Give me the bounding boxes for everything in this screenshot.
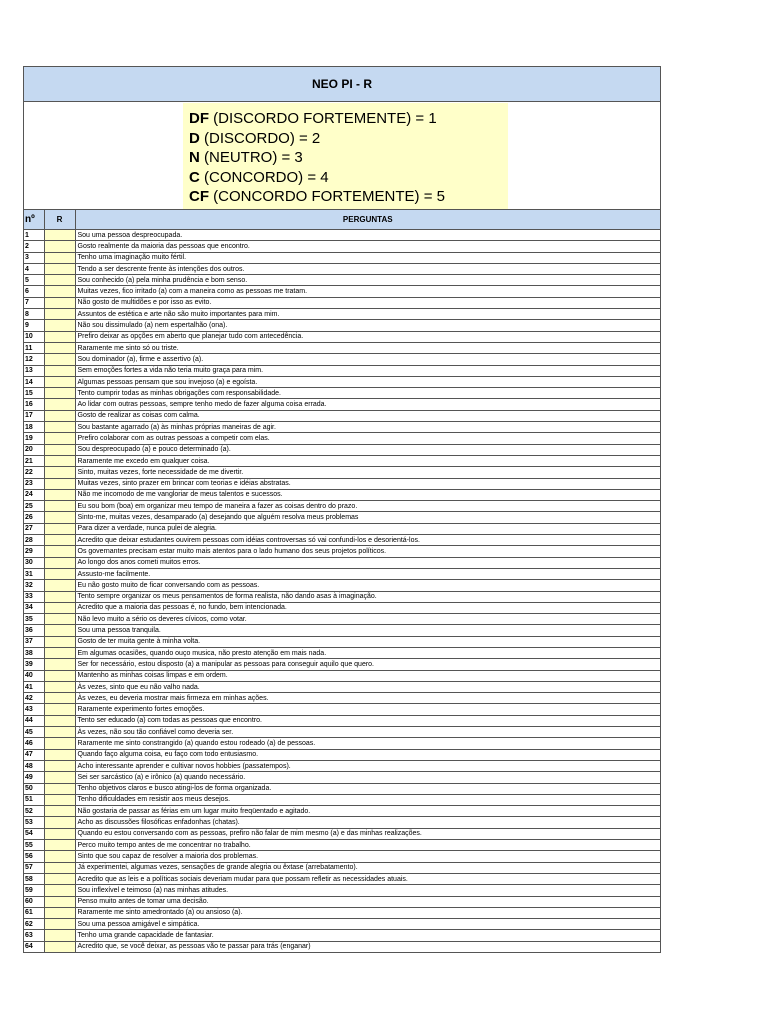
question-number: 53 <box>24 817 44 828</box>
question-text: Gosto de ter muita gente à minha volta. <box>75 636 660 647</box>
answer-cell[interactable] <box>44 828 75 839</box>
table-row <box>24 286 660 297</box>
question-number: 21 <box>24 455 44 466</box>
table-row <box>24 614 660 625</box>
table-row <box>24 636 660 647</box>
question-number: 38 <box>24 647 44 658</box>
answer-cell[interactable] <box>44 410 75 421</box>
legend-abbreviation: D <box>189 129 200 147</box>
question-text: Os governantes precisam estar muito mais atentos para o lado humano dos seus projetos políticos. <box>75 546 660 557</box>
answer-cell[interactable] <box>44 636 75 647</box>
question-number: 60 <box>24 896 44 907</box>
table-row <box>24 512 660 523</box>
table-row <box>24 523 660 534</box>
question-text: Gosto realmente da maioria das pessoas que encontro. <box>75 241 660 252</box>
question-text: Sou inflexível e teimoso (a) nas minhas atitudes. <box>75 885 660 896</box>
table-row <box>24 297 660 308</box>
table-row <box>24 670 660 681</box>
table-row <box>24 896 660 907</box>
question-text: Sem emoções fortes a vida não teria muito graça para mim. <box>75 365 660 376</box>
answer-cell[interactable] <box>44 862 75 873</box>
question-text: Raramente me sinto só ou triste. <box>75 342 660 353</box>
answer-cell[interactable] <box>44 625 75 636</box>
question-text: Sou conhecido (a) pela minha prudência e bom senso. <box>75 275 660 286</box>
question-text: Tendo a ser descrente frente às intenções dos outros. <box>75 263 660 274</box>
question-text: Perco muito tempo antes de me concentrar no trabalho. <box>75 840 660 851</box>
answer-cell[interactable] <box>44 252 75 263</box>
table-row <box>24 399 660 410</box>
question-text: Acho as discussões filosóficas enfadonhas (chatas). <box>75 817 660 828</box>
question-number: 62 <box>24 919 44 930</box>
question-text: Sinto que sou capaz de resolver a maioria dos problemas. <box>75 851 660 862</box>
question-number: 9 <box>24 320 44 331</box>
question-text: Sou uma pessoa despreocupada. <box>75 230 660 241</box>
question-number: 44 <box>24 715 44 726</box>
answer-cell[interactable] <box>44 896 75 907</box>
table-row <box>24 749 660 760</box>
question-text: Quando eu estou conversando com as pessoas, prefiro não falar de mim mesmo (a) e das minhas realizações. <box>75 828 660 839</box>
question-text: Tenho dificuldades em resistir aos meus desejos. <box>75 794 660 805</box>
question-number: 55 <box>24 840 44 851</box>
answer-cell[interactable] <box>44 501 75 512</box>
questions-column-header: PERGUNTAS <box>75 210 660 230</box>
question-number: 59 <box>24 885 44 896</box>
question-number: 49 <box>24 772 44 783</box>
question-number: 56 <box>24 851 44 862</box>
table-row <box>24 433 660 444</box>
table-row <box>24 715 660 726</box>
answer-cell[interactable] <box>44 659 75 670</box>
table-row <box>24 602 660 613</box>
answer-cell[interactable] <box>44 794 75 805</box>
question-text: Em algumas ocasiões, quando ouço musica, não presto atenção em mais nada. <box>75 647 660 658</box>
question-text: Tento ser educado (a) com todas as pessoas que encontro. <box>75 715 660 726</box>
question-number: 8 <box>24 309 44 320</box>
question-text: Acho interessante aprender e cultivar novos hobbies (passatempos). <box>75 760 660 771</box>
question-number: 22 <box>24 467 44 478</box>
table-row <box>24 919 660 930</box>
table-row <box>24 501 660 512</box>
question-text: Raramente me excedo em qualquer coisa. <box>75 455 660 466</box>
question-number: 25 <box>24 501 44 512</box>
question-number: 4 <box>24 263 44 274</box>
table-row <box>24 738 660 749</box>
question-text: Acredito que as leis e a políticas sociais deveriam mudar para que possam refletir as necessidades atuais. <box>75 873 660 884</box>
legend-description: (DISCORDO) = 2 <box>199 129 321 147</box>
question-text: Raramente me sinto constrangido (a) quando estou rodeado (a) de pessoas. <box>75 738 660 749</box>
question-text: Para dizer a verdade, nunca pulei de alegria. <box>75 523 660 534</box>
question-text: Sou uma pessoa tranquila. <box>75 625 660 636</box>
answer-scale-legend <box>183 103 508 209</box>
answer-cell[interactable] <box>44 388 75 399</box>
answer-cell[interactable] <box>44 331 75 342</box>
question-number: 54 <box>24 828 44 839</box>
question-number: 40 <box>24 670 44 681</box>
question-number: 10 <box>24 331 44 342</box>
question-number: 37 <box>24 636 44 647</box>
question-number: 48 <box>24 760 44 771</box>
answer-cell[interactable] <box>44 309 75 320</box>
legend-line <box>189 148 508 168</box>
answer-cell[interactable] <box>44 647 75 658</box>
question-number: 1 <box>24 230 44 241</box>
legend-line <box>189 129 508 149</box>
legend-area <box>24 102 660 210</box>
legend-description: (DISCORDO FORTEMENTE) = 1 <box>209 110 437 127</box>
answer-cell[interactable] <box>44 749 75 760</box>
question-number: 61 <box>24 907 44 918</box>
question-text: Acredito que deixar estudantes ouvirem pessoas com idéias controversas só vai confundi-los e desorientá-los. <box>75 535 660 546</box>
question-number: 50 <box>24 783 44 794</box>
question-text: Sinto-me, muitas vezes, desamparado (a) desejando que alguém resolva meus problemas <box>75 512 660 523</box>
question-text: Já experimentei, algumas vezes, sensações de grande alegria ou êxtase (arrebatamento). <box>75 862 660 873</box>
question-number: 41 <box>24 681 44 692</box>
legend-description: (NEUTRO) = 3 <box>199 149 303 166</box>
question-number: 43 <box>24 704 44 715</box>
question-text: Tento cumprir todas as minhas obrigações com responsabilidade. <box>75 388 660 399</box>
answer-cell[interactable] <box>44 230 75 241</box>
question-text: Ao longo dos anos cometi muitos erros. <box>75 557 660 568</box>
table-row <box>24 783 660 794</box>
answer-cell[interactable] <box>44 930 75 941</box>
table-row <box>24 772 660 783</box>
answer-cell[interactable] <box>44 580 75 591</box>
question-text: Eu não gosto muito de ficar conversando com as pessoas. <box>75 580 660 591</box>
answer-cell[interactable] <box>44 320 75 331</box>
answer-cell[interactable] <box>44 342 75 353</box>
question-number: 52 <box>24 806 44 817</box>
legend-description: (CONCORDO) = 4 <box>199 168 329 186</box>
table-row <box>24 230 660 241</box>
table-row <box>24 930 660 941</box>
question-text: Sinto, muitas vezes, forte necessidade de me divertir. <box>75 467 660 478</box>
answer-cell[interactable] <box>44 941 75 952</box>
table-row <box>24 535 660 546</box>
answer-cell[interactable] <box>44 760 75 771</box>
table-row <box>24 580 660 591</box>
question-number: 51 <box>24 794 44 805</box>
table-row <box>24 727 660 738</box>
legend-description: (CONCORDO FORTEMENTE) = 5 <box>209 188 445 205</box>
question-number: 31 <box>24 568 44 579</box>
table-row <box>24 647 660 658</box>
question-text: Sou uma pessoa amigável e simpática. <box>75 919 660 930</box>
question-text: Tenho uma imaginação muito fértil. <box>75 252 660 263</box>
question-number: 63 <box>24 930 44 941</box>
question-text: Assusto-me facilmente. <box>75 568 660 579</box>
questions-table <box>24 210 660 952</box>
question-text: Sou dominador (a), firme e assertivo (a). <box>75 354 660 365</box>
question-text: Eu sou bom (boa) em organizar meu tempo de maneira a fazer as coisas dentro do prazo. <box>75 501 660 512</box>
answer-cell[interactable] <box>44 354 75 365</box>
answer-cell[interactable] <box>44 422 75 433</box>
question-number: 19 <box>24 433 44 444</box>
table-row <box>24 331 660 342</box>
question-number: 2 <box>24 241 44 252</box>
answer-cell[interactable] <box>44 489 75 500</box>
question-number: 15 <box>24 388 44 399</box>
question-number: 30 <box>24 557 44 568</box>
table-row <box>24 907 660 918</box>
question-number: 23 <box>24 478 44 489</box>
table-row <box>24 365 660 376</box>
question-number: 17 <box>24 410 44 421</box>
answer-cell[interactable] <box>44 727 75 738</box>
table-row <box>24 885 660 896</box>
table-row <box>24 467 660 478</box>
question-text: Prefiro colaborar com as outras pessoas a competir com elas. <box>75 433 660 444</box>
table-row <box>24 252 660 263</box>
table-row <box>24 806 660 817</box>
question-number: 3 <box>24 252 44 263</box>
question-number: 28 <box>24 535 44 546</box>
question-number: 58 <box>24 873 44 884</box>
answer-cell[interactable] <box>44 919 75 930</box>
answer-cell[interactable] <box>44 376 75 387</box>
answer-cell[interactable] <box>44 444 75 455</box>
table-row <box>24 817 660 828</box>
table-row <box>24 941 660 952</box>
table-row <box>24 478 660 489</box>
answer-cell[interactable] <box>44 681 75 692</box>
table-row <box>24 851 660 862</box>
question-number: 27 <box>24 523 44 534</box>
question-text: Tenho uma grande capacidade de fantasiar. <box>75 930 660 941</box>
table-row <box>24 354 660 365</box>
answer-cell[interactable] <box>44 523 75 534</box>
answer-cell[interactable] <box>44 614 75 625</box>
table-row <box>24 376 660 387</box>
answer-cell[interactable] <box>44 557 75 568</box>
question-text: Às vezes, não sou tão confiável como deveria ser. <box>75 727 660 738</box>
answer-cell[interactable] <box>44 840 75 851</box>
table-row <box>24 840 660 851</box>
question-number: 47 <box>24 749 44 760</box>
table-row <box>24 275 660 286</box>
question-number: 20 <box>24 444 44 455</box>
answer-cell[interactable] <box>44 704 75 715</box>
question-number: 33 <box>24 591 44 602</box>
question-text: Prefiro deixar as opções em aberto que planejar tudo com antecedência. <box>75 331 660 342</box>
question-number: 32 <box>24 580 44 591</box>
legend-abbreviation: CF <box>189 188 209 205</box>
table-row <box>24 422 660 433</box>
answer-cell[interactable] <box>44 907 75 918</box>
answer-cell[interactable] <box>44 286 75 297</box>
answer-cell[interactable] <box>44 535 75 546</box>
question-number: 45 <box>24 727 44 738</box>
answer-column-header: R <box>44 210 75 230</box>
question-number: 16 <box>24 399 44 410</box>
answer-cell[interactable] <box>44 546 75 557</box>
question-number: 64 <box>24 941 44 952</box>
questionnaire-sheet <box>23 66 661 953</box>
answer-cell[interactable] <box>44 478 75 489</box>
table-row <box>24 455 660 466</box>
question-number: 18 <box>24 422 44 433</box>
table-row <box>24 591 660 602</box>
question-text: Mantenho as minhas coisas limpas e em ordem. <box>75 670 660 681</box>
question-number: 29 <box>24 546 44 557</box>
table-row <box>24 388 660 399</box>
question-number: 5 <box>24 275 44 286</box>
table-row <box>24 862 660 873</box>
answer-cell[interactable] <box>44 241 75 252</box>
question-text: Tenho objetivos claros e busco atingi-los de forma organizada. <box>75 783 660 794</box>
table-header-row <box>24 210 660 230</box>
question-text: Às vezes, sinto que eu não valho nada. <box>75 681 660 692</box>
answer-cell[interactable] <box>44 512 75 523</box>
question-text: Não gosto de multidões e por isso as evito. <box>75 297 660 308</box>
question-number: 12 <box>24 354 44 365</box>
answer-cell[interactable] <box>44 885 75 896</box>
answer-cell[interactable] <box>44 783 75 794</box>
answer-cell[interactable] <box>44 433 75 444</box>
answer-cell[interactable] <box>44 772 75 783</box>
answer-cell[interactable] <box>44 455 75 466</box>
question-number: 36 <box>24 625 44 636</box>
question-text: Sou despreocupado (a) e pouco determinado (a). <box>75 444 660 455</box>
table-row <box>24 241 660 252</box>
table-row <box>24 444 660 455</box>
question-text: Muitas vezes, sinto prazer em brincar com teorias e idéias abstratas. <box>75 478 660 489</box>
question-text: Muitas vezes, fico irritado (a) com a maneira como as pessoas me tratam. <box>75 286 660 297</box>
question-text: Raramente experimento fortes emoções. <box>75 704 660 715</box>
question-text: Sou bastante agarrado (a) às minhas próprias maneiras de agir. <box>75 422 660 433</box>
question-number: 14 <box>24 376 44 387</box>
question-number: 35 <box>24 614 44 625</box>
question-text: Acredito que a maioria das pessoas é, no fundo, bem intencionada. <box>75 602 660 613</box>
question-text: Penso muito antes de tomar uma decisão. <box>75 896 660 907</box>
table-row <box>24 489 660 500</box>
legend-line <box>189 187 508 207</box>
question-number: 34 <box>24 602 44 613</box>
answer-cell[interactable] <box>44 263 75 274</box>
answer-cell[interactable] <box>44 297 75 308</box>
question-text: Raramente me sinto amedrontado (a) ou ansioso (a). <box>75 907 660 918</box>
question-number: 11 <box>24 342 44 353</box>
legend-line <box>189 168 508 188</box>
question-text: Quando faço alguma coisa, eu faço com todo entusiasmo. <box>75 749 660 760</box>
answer-cell[interactable] <box>44 365 75 376</box>
question-text: Acredito que, se você deixar, as pessoas vão te passar para trás (enganar) <box>75 941 660 952</box>
question-number: 13 <box>24 365 44 376</box>
question-number: 6 <box>24 286 44 297</box>
answer-cell[interactable] <box>44 715 75 726</box>
table-row <box>24 410 660 421</box>
answer-cell[interactable] <box>44 275 75 286</box>
table-row <box>24 704 660 715</box>
table-row <box>24 568 660 579</box>
question-text: Tento sempre organizar os meus pensamentos de forma realista, não dando asas à imaginação. <box>75 591 660 602</box>
table-row <box>24 681 660 692</box>
table-row <box>24 309 660 320</box>
answer-cell[interactable] <box>44 873 75 884</box>
question-number: 39 <box>24 659 44 670</box>
number-column-header: nº <box>24 210 44 230</box>
sheet-title: NEO PI - R <box>24 67 660 102</box>
question-number: 57 <box>24 862 44 873</box>
answer-cell[interactable] <box>44 399 75 410</box>
answer-cell[interactable] <box>44 568 75 579</box>
question-text: Ser for necessário, estou disposto (a) a manipular as pessoas para conseguir aquilo que quero. <box>75 659 660 670</box>
question-text: Não levo muito a sério os deveres cívicos, como votar. <box>75 614 660 625</box>
question-text: Ao lidar com outras pessoas, sempre tenho medo de fazer alguma coisa errada. <box>75 399 660 410</box>
legend-abbreviation: N <box>189 149 200 166</box>
question-text: Gosto de realizar as coisas com calma. <box>75 410 660 421</box>
question-text: Não gostaria de passar as férias em um lugar muito freqüentado e agitado. <box>75 806 660 817</box>
table-row <box>24 546 660 557</box>
question-number: 42 <box>24 693 44 704</box>
table-row <box>24 760 660 771</box>
legend-line <box>189 109 508 129</box>
legend-abbreviation: DF <box>189 110 209 127</box>
legend-abbreviation: C <box>189 168 200 186</box>
answer-cell[interactable] <box>44 851 75 862</box>
answer-cell[interactable] <box>44 806 75 817</box>
table-row <box>24 263 660 274</box>
question-text: Algumas pessoas pensam que sou invejoso (a) e egoísta. <box>75 376 660 387</box>
answer-cell[interactable] <box>44 693 75 704</box>
table-row <box>24 625 660 636</box>
question-number: 46 <box>24 738 44 749</box>
answer-cell[interactable] <box>44 591 75 602</box>
answer-cell[interactable] <box>44 738 75 749</box>
question-number: 7 <box>24 297 44 308</box>
answer-cell[interactable] <box>44 670 75 681</box>
answer-cell[interactable] <box>44 817 75 828</box>
table-row <box>24 794 660 805</box>
table-row <box>24 320 660 331</box>
table-row <box>24 873 660 884</box>
question-text: Assuntos de estética e arte não são muito importantes para mim. <box>75 309 660 320</box>
answer-cell[interactable] <box>44 467 75 478</box>
question-number: 24 <box>24 489 44 500</box>
question-text: Sei ser sarcástico (a) e irônico (a) quando necessário. <box>75 772 660 783</box>
table-row <box>24 342 660 353</box>
table-row <box>24 693 660 704</box>
question-text: Às vezes, eu deveria mostrar mais firmeza em minhas ações. <box>75 693 660 704</box>
question-number: 26 <box>24 512 44 523</box>
table-row <box>24 828 660 839</box>
table-row <box>24 557 660 568</box>
question-text: Não sou dissimulado (a) nem espertalhão (ona). <box>75 320 660 331</box>
table-row <box>24 659 660 670</box>
question-text: Não me incomodo de me vangloriar de meus talentos e sucessos. <box>75 489 660 500</box>
answer-cell[interactable] <box>44 602 75 613</box>
